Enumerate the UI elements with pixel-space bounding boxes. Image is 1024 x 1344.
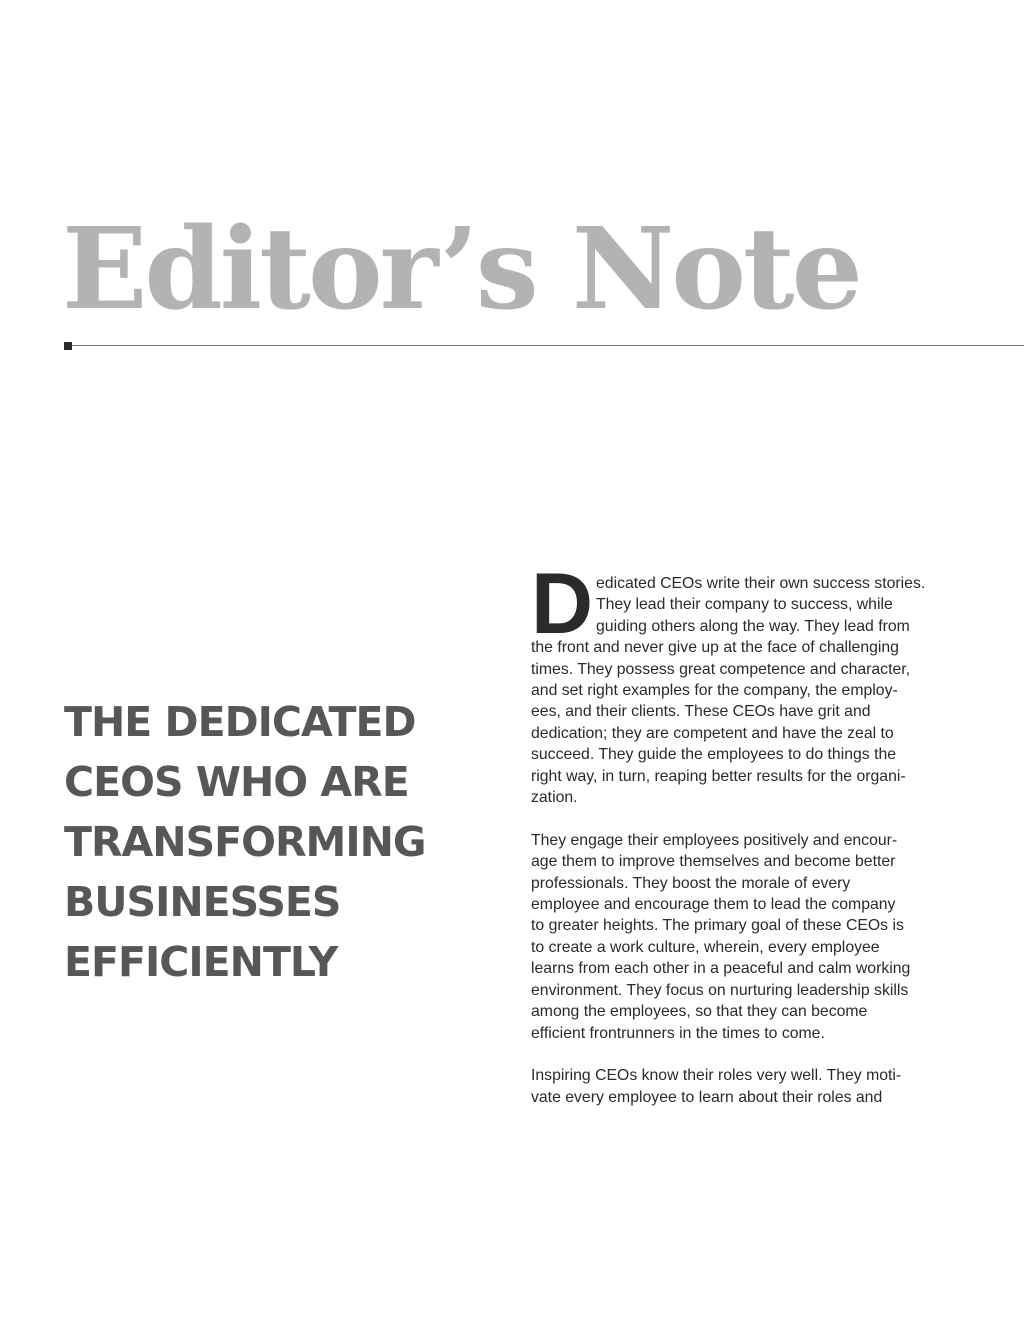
article-body xyxy=(531,556,963,1130)
paragraph-line: zation. xyxy=(531,789,578,807)
paragraph-line: efficient frontrunners in the times to come. xyxy=(531,1024,825,1042)
paragraph-line: succeed. They guide the employees to do things the xyxy=(531,746,897,764)
paragraph-2 xyxy=(531,830,963,1044)
headline-line: THE DEDICATED xyxy=(64,698,416,746)
paragraph-line: guiding others along the way. They lead from xyxy=(596,617,910,635)
paragraph-line: Inspiring CEOs know their roles very well. They moti- xyxy=(531,1067,902,1085)
paragraph-line: They lead their company to success, while xyxy=(596,596,893,614)
headline-line: TRANSFORMING xyxy=(64,818,426,866)
paragraph-line: professionals. They boost the morale of every xyxy=(531,874,851,892)
paragraph-line: dedication; they are competent and have the zeal to xyxy=(531,724,894,742)
headline-line: CEOS WHO ARE xyxy=(64,758,409,806)
page-title: Editor’s Note xyxy=(62,204,860,335)
headline-line: BUSINESSES xyxy=(64,878,341,926)
headline-line: EFFICIENTLY xyxy=(64,938,338,986)
paragraph-3 xyxy=(531,1065,963,1108)
paragraph-line: and set right examples for the company, the employ- xyxy=(531,682,898,700)
divider-marker xyxy=(64,342,72,350)
paragraph-line: times. They possess great competence and character, xyxy=(531,660,911,678)
title-divider xyxy=(70,345,1024,346)
paragraph-line: vate every employee to learn about their roles and xyxy=(531,1088,883,1106)
paragraph-line: edicated CEOs write their own success stories. xyxy=(596,575,926,592)
paragraph-line: age them to improve themselves and become better xyxy=(531,853,896,871)
paragraph-line: employee and encourage them to lead the company xyxy=(531,896,896,914)
paragraph-line: among the employees, so that they can become xyxy=(531,1003,868,1021)
paragraph-line: environment. They focus on nurturing leadership skills xyxy=(531,981,909,999)
paragraph-line: to create a work culture, wherein, every employee xyxy=(531,938,880,956)
paragraph-line: They engage their employees positively and encour- xyxy=(531,831,898,849)
paragraph-line: learns from each other in a peaceful and calm working xyxy=(531,960,911,978)
drop-cap: D xyxy=(531,556,594,652)
paragraph-line: ees, and their clients. These CEOs have grit and xyxy=(531,703,871,721)
paragraph-1 xyxy=(531,556,963,808)
paragraph-line: the front and never give up at the face of challenging xyxy=(531,639,899,657)
paragraph-line: to greater heights. The primary goal of these CEOs is xyxy=(531,917,904,935)
paragraph-line: right way, in turn, reaping better results for the organi- xyxy=(531,767,906,785)
article-headline xyxy=(64,692,484,992)
